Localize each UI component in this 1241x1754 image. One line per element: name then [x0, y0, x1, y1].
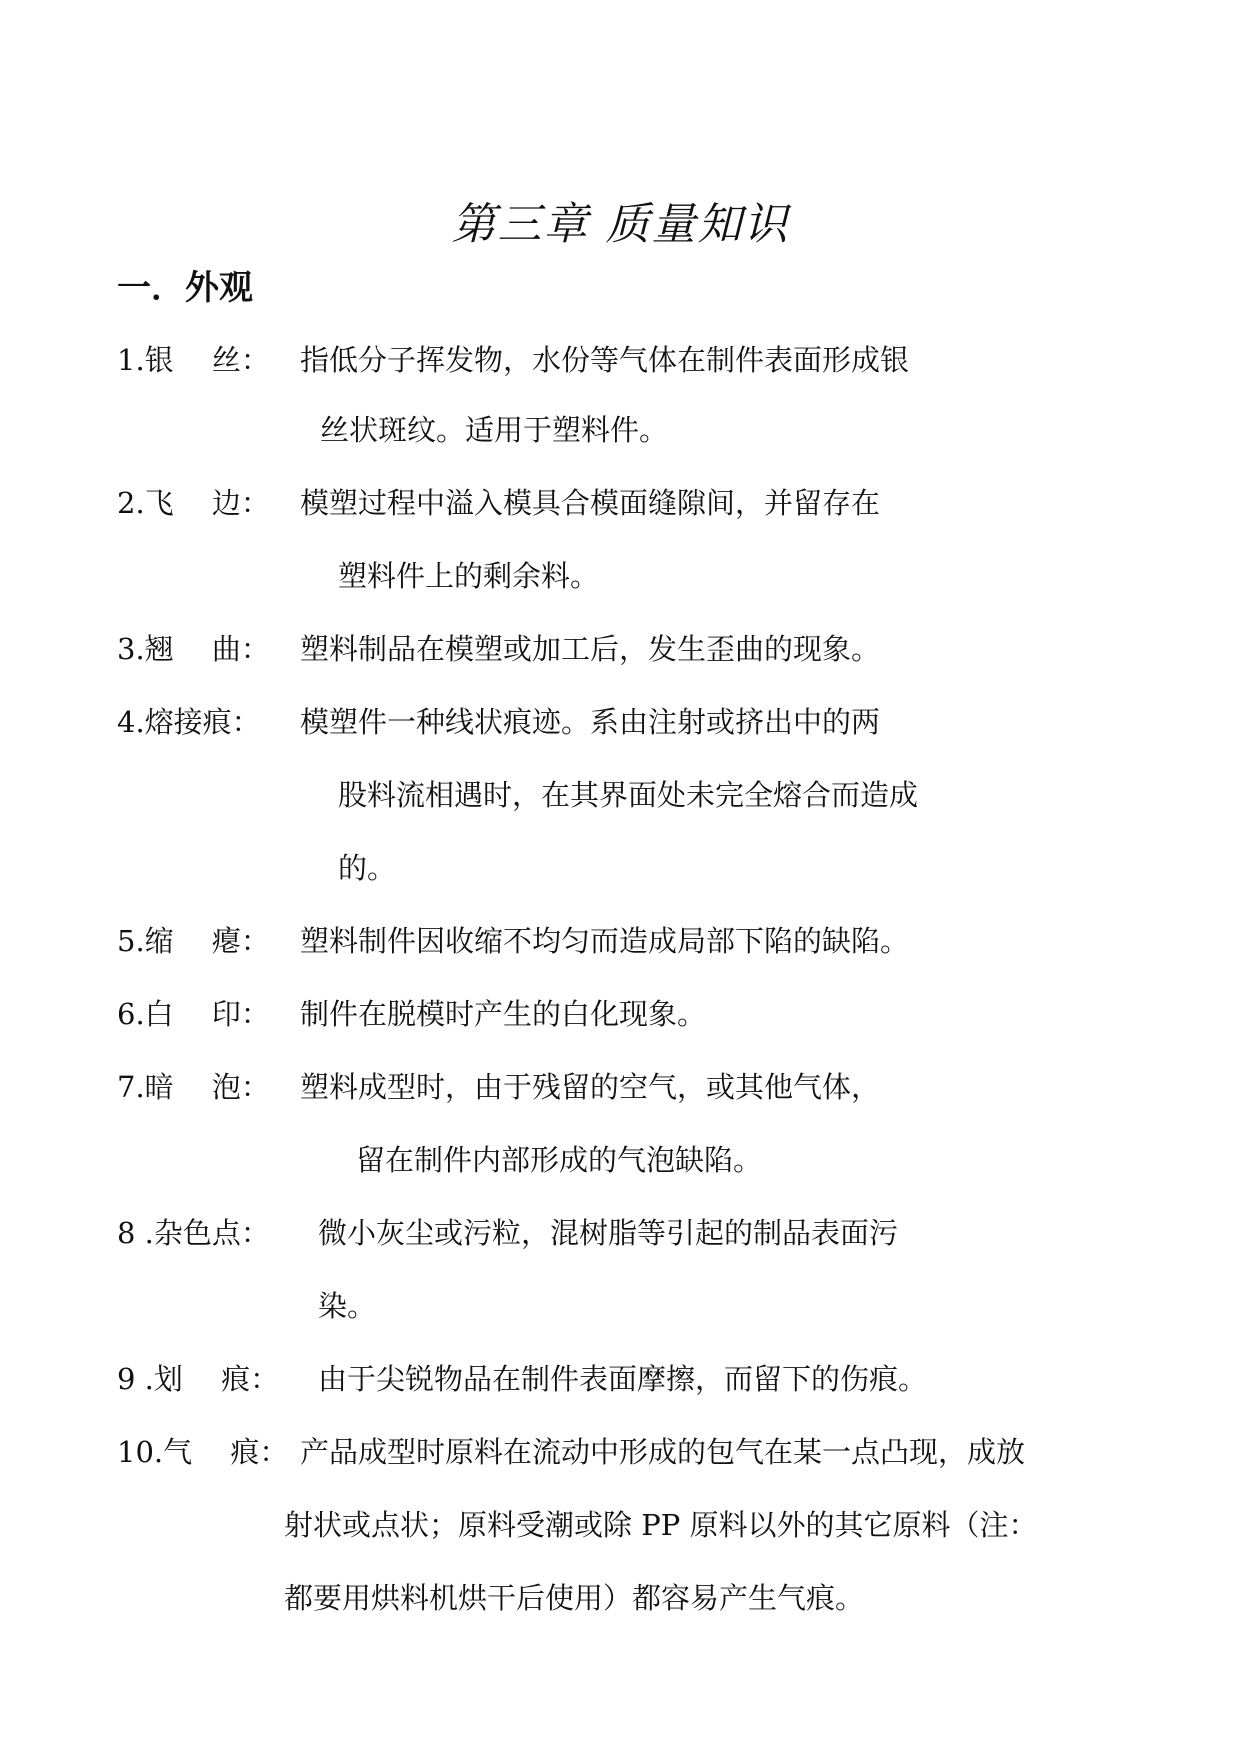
definition-line: 塑料制品在模塑或加工后，发生歪曲的现象。 [300, 632, 881, 666]
term-label: 1.银 丝： [117, 343, 270, 377]
term-label: 8 .杂色点： [117, 1216, 270, 1250]
definition-line: 产品成型时原料在流动中形成的包气在某一点凸现，成放 [300, 1435, 1026, 1469]
definition-line: 模塑过程中溢入模具合模面缝隙间，并留存在 [300, 486, 881, 520]
definition-line: 指低分子挥发物，水份等气体在制件表面形成银 [300, 343, 910, 377]
term-label: 9 .划 痕： [117, 1362, 280, 1396]
definition-line: 塑料制件因收缩不均匀而造成局部下陷的缺陷。 [300, 924, 910, 958]
definition-line: 塑料件上的剩余料。 [338, 559, 600, 593]
definition-line: 塑料成型时，由于残留的空气，或其他气体， [300, 1070, 881, 1104]
term-label: 6.白 印： [117, 997, 270, 1031]
term-label: 7.暗 泡： [117, 1070, 270, 1104]
definition-line: 丝状斑纹。适用于塑料件。 [320, 413, 669, 447]
definition-line: 由于尖锐物品在制件表面摩擦，而留下的伤痕。 [318, 1362, 928, 1396]
section-heading: 一．外观 [117, 268, 253, 308]
term-label: 4.熔接痕： [117, 705, 261, 739]
definition-line: 制件在脱模时产生的白化现象。 [300, 997, 707, 1031]
chapter-title: 第三章 质量知识 [451, 199, 790, 250]
term-label: 2.飞 边： [117, 486, 270, 520]
term-label: 3.翘 曲： [117, 632, 270, 666]
definition-line: 微小灰尘或污粒，混树脂等引起的制品表面污 [318, 1216, 899, 1250]
definition-line: 留在制件内部形成的气泡缺陷。 [356, 1143, 763, 1177]
definition-line: 染。 [318, 1289, 377, 1323]
definition-line: 模塑件一种线状痕迹。系由注射或挤出中的两 [300, 705, 881, 739]
definition-line: 股料流相遇时，在其界面处未完全熔合而造成 [338, 778, 919, 812]
definition-line: 都要用烘料机烘干后使用）都容易产生气痕。 [284, 1581, 865, 1615]
term-label: 5.缩 瘪： [117, 924, 270, 958]
term-label: 10.气 痕： [117, 1435, 289, 1469]
definition-line: 的。 [338, 851, 397, 885]
definition-line: 射状或点状；原料受潮或除 PP 原料以外的其它原料（注： [284, 1508, 1038, 1542]
